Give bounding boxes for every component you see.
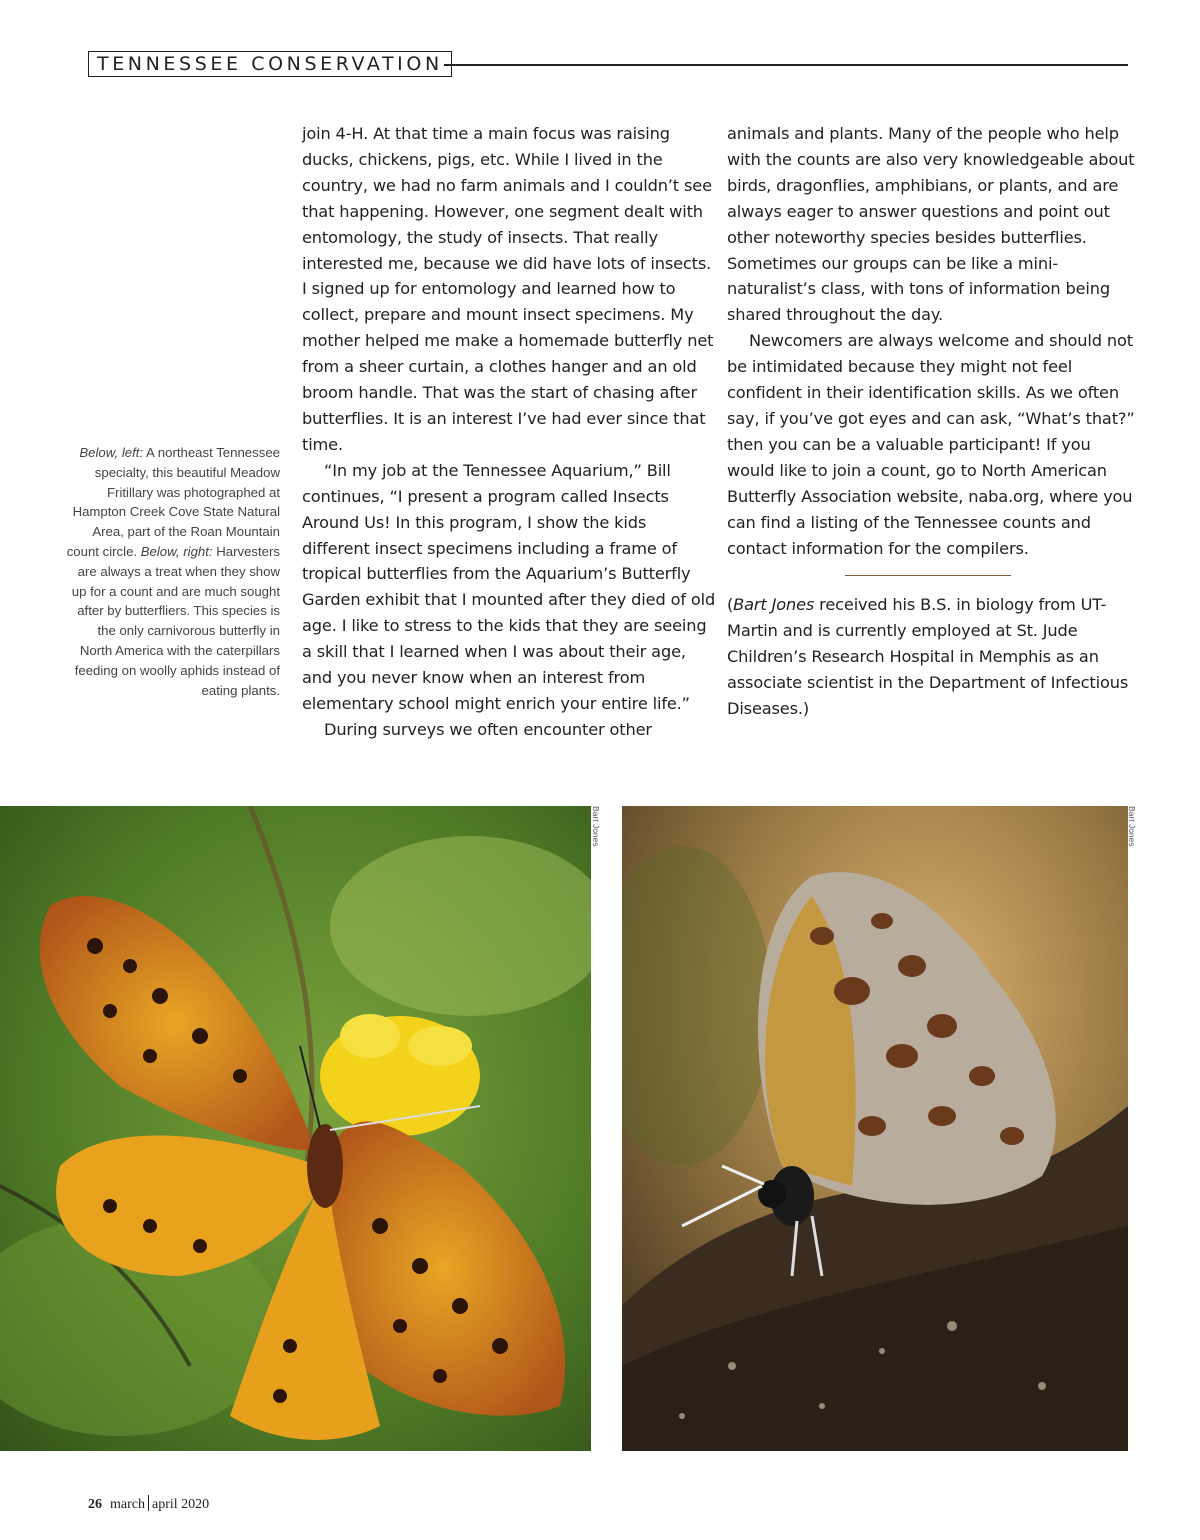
photo-credit: Bart Jones [591, 806, 601, 847]
issue-month-year: april 2020 [151, 1497, 210, 1512]
paragraph: join 4-H. At that time a main focus was raising ducks, chickens, pigs, etc. While I lived in the country, we had no farm animals and I couldn’t see that happening. However, one segment dealt with entomology, the study of insects. That really interested me, because we did have lots of insects. I signed up for entomology and learned how to collect, prepare and mount insect specimens. My mother helped me make a homemade butterfly net from a sheer curtain, a clothes hanger and an old broom handle. That was the start of chasing after butterflies. It is an interest I’ve had ever since that time. [302, 124, 714, 454]
author-bio: (Bart Jones received his B.S. in biology from UT-Martin and is currently employed at St. Jude Children’s Research Hospital in Memphis as an associate scientist in the Department of Infectious Diseases.) [727, 595, 1129, 719]
photo-credit: Bart Jones [1127, 806, 1137, 847]
article-column-2 [727, 121, 1141, 722]
caption-lead-right: Below, right: [140, 543, 213, 559]
harvester-photo [622, 806, 1128, 1451]
photo-caption [64, 443, 280, 700]
page-footer [88, 1495, 209, 1513]
masthead-rule [444, 64, 1128, 66]
page-number: 26 [88, 1497, 102, 1512]
caption-lead-left: Below, left: [79, 445, 144, 460]
harvester-illustration [622, 806, 1128, 1451]
meadow-fritillary-illustration [0, 806, 591, 1451]
section-divider [845, 575, 1011, 576]
caption-text-right: Harvesters are always a treat when they show up for a count and are much sought after by butterfliers. This species is the only carnivorous butterfly in North America with the caterpillars feeding on woolly aphids instead of eating plants. [71, 543, 280, 698]
section-title: TENNESSEE CONSERVATION [88, 51, 452, 77]
paragraph: animals and plants. Many of the people who help with the counts are also very knowledgeable about birds, dragonflies, amphibians, or plants, and are always eager to answer questions and point out other noteworthy species besides butterflies. Sometimes our groups can be like a mini-naturalist’s class, with tons of information being shared throughout the day. [727, 124, 1135, 325]
footer-separator [148, 1495, 149, 1511]
paragraph: Newcomers are always welcome and should not be intimidated because they might not feel confident in their identification skills. As we often say, if you’ve got eyes and can ask, “What’s that?” then you can be a valuable participant! If you would like to join a count, go to North American Butterfly Association website, naba.org, where you can find a listing of the Tennessee counts and contact information for the compilers. [727, 331, 1135, 558]
paragraph: “In my job at the Tennessee Aquarium,” Bill continues, “I present a program called Insects Around Us! In this program, I show the kids different insect specimens including a frame of tropical butterflies from the Aquarium’s Butterfly Garden exhibit that I mounted after they died of old age. I like to stress to the kids that they are seeing a skill that I learned when I was about their age, and you never know when an interest from elementary school might enrich your entire life.” [302, 460, 716, 713]
paragraph: During surveys we often encounter other [324, 719, 652, 739]
author-name: Bart Jones [733, 595, 815, 615]
masthead [88, 51, 1128, 81]
caption-text-left: A northeast Tennessee specialty, this beautiful Meadow Fritillary was photographed at Hampton Creek Cove State Natural Area, part of the Roan Mountain count circle. [66, 445, 280, 559]
article-column-1 [302, 121, 716, 743]
meadow-fritillary-photo [0, 806, 591, 1451]
issue-month: march [110, 1497, 145, 1512]
